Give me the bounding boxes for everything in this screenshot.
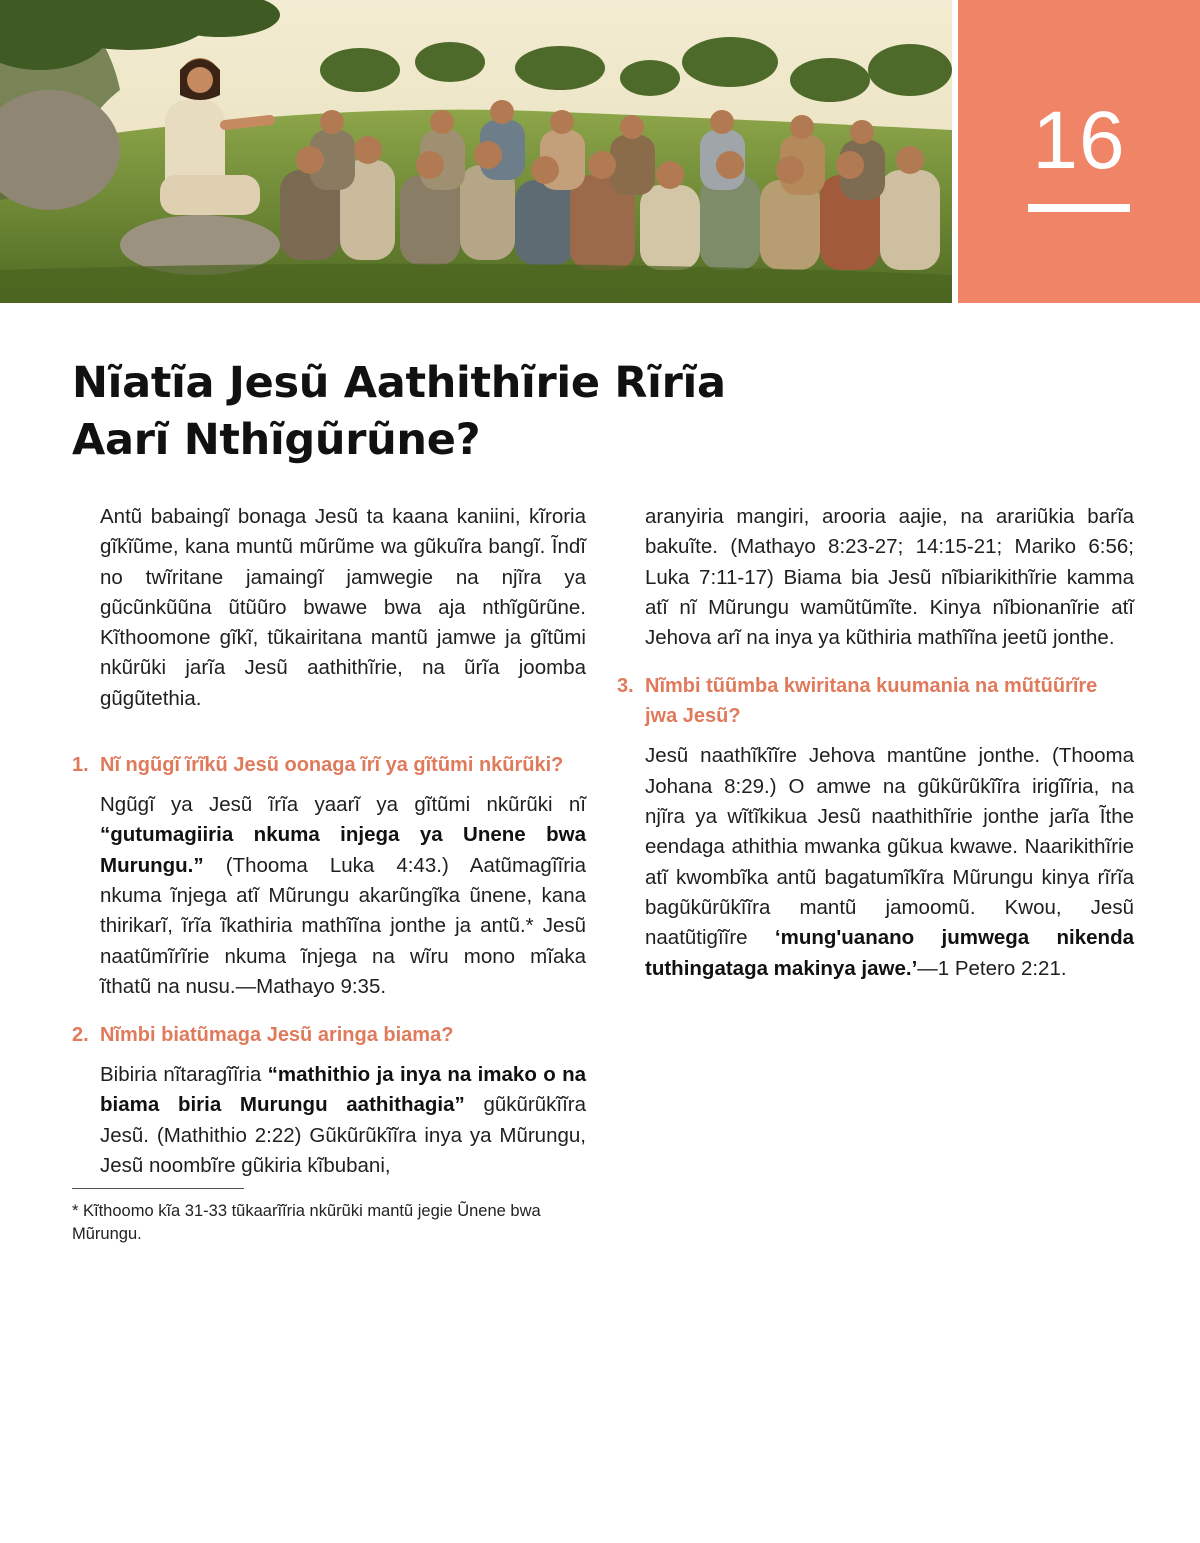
left-column xyxy=(72,502,586,1181)
question-3 xyxy=(617,671,1134,731)
hero-image xyxy=(0,0,952,303)
chapter-number: 16 xyxy=(1032,95,1126,186)
footnote-divider xyxy=(72,1188,244,1189)
section-2-paragraph: Bibiria nĩtaragĩĩria “mathithio ja inya na imako o na biama biria Murungu aathithagia” gũkũrũkĩĩra Jesũ. (Mathithio 2:22) Gũkũrũkĩĩra inya ya Mũrungu, Jesũ noombĩre gũkiria kĩbubani, xyxy=(100,1063,586,1178)
page-title xyxy=(72,355,872,469)
section-1-paragraph: Ngũgĩ ya Jesũ ĩrĩa yaarĩ ya gĩtũmi nkũrũki nĩ “gutumagiiria nkuma injega ya Unene bwa Murungu.” (Thooma Luka 4:43.) Aatũmagĩĩria nkuma ĩnjega atĩ Mũrungu akarũngĩka ũnene, kana thirikarĩ, ĩrĩa ĩkathiria mathĩĩna jonthe ja antũ.* Jesũ naatũmĩrĩrie nkuma ĩnjega na wĩru mono mĩaka ĩthatũ na nusu.—Mathayo 9:35. xyxy=(100,793,586,998)
footnote: * Kĩthoomo kĩa 31-33 tũkaarĩĩria nkũrũki mantũ jegie Ũnene bwa Mũrungu. xyxy=(72,1202,541,1243)
jesus-teaching-crowd-illustration xyxy=(0,0,952,303)
question-3-number: 3. xyxy=(617,675,634,698)
chapter-underline xyxy=(1028,204,1130,212)
question-1 xyxy=(72,750,586,780)
question-1-number: 1. xyxy=(72,754,89,777)
section-3-paragraph: Jesũ naathĩkĩĩre Jehova mantũne jonthe. (Thooma Johana 8:29.) O amwe na gũkũrũkĩĩra irigĩĩria, na njĩra ya wĩtĩkikua Jesũ naathithĩrie jonthe jarĩa Ĩthe eendaga athithia mwanka gũkua kwawe. Naarikithĩrie atĩ kwombĩka antũ bagatumĩkĩra Mũrungu kinya rĩrĩa bagũkũrũkĩĩra mantũ jamoomũ. Kwou, Jesũ naatũtigĩĩre ‘mung'uanano jumwega nikenda tuthingataga makinya jawe.’—1 Petero 2:21. xyxy=(645,744,1135,980)
question-2-text: Nĩmbi biatũmaga Jesũ aringa biama? xyxy=(100,1024,454,1047)
question-2-number: 2. xyxy=(72,1024,89,1047)
intro-paragraph: Antũ babaingĩ bonaga Jesũ ta kaana kaniini, kĩroria gĩkĩũme, kana muntũ mũrũme wa gũkuĩra bangĩ. Ĩndĩ no twĩritane jamaingĩ jamwegie na njĩra ya gũcũnkũũna ũtũũro bwawe bwa aja nthĩgũrũne. Kĩthoomone gĩkĩ, tũkairitana mantũ jamwe ja gĩtũmi nkũrũki jarĩa Jesũ aathithĩrie, na ũrĩa joomba gũgũtethia. xyxy=(100,505,586,710)
section-2-continued: aranyiria mangiri, arooria aajie, na arariũkia barĩa bakuĩte. (Mathayo 8:23-27; 14:15-21; Mariko 6:56; Luka 7:11-17) Biama bia Jesũ nĩbiarikithĩrie kamma atĩ nĩ Mũrungu wamũtũmĩte. Kinya nĩbionanĩrie atĩ Jehova arĩ na inya ya kũthiria mathĩĩna jeetũ jonthe. xyxy=(645,505,1134,650)
chapter-number-box xyxy=(958,0,1200,303)
title-line-2: Aarĩ Nthĩgũrũne? xyxy=(72,415,481,465)
question-2 xyxy=(72,1020,586,1050)
question-3-text: Nĩmbi tũũmba kwiritana kuumania na mũtũũrĩre jwa Jesũ? xyxy=(645,675,1098,728)
section-2-emphasis: “mathithio ja inya na imako o na biama biria Murungu aathithagia” xyxy=(100,1063,586,1117)
section-3-emphasis: ‘mung'uanano jumwega nikenda tuthingataga makinya jawe.’ xyxy=(645,926,1135,980)
section-1-emphasis: “gutumagiiria nkuma injega ya Unene bwa Murungu.” xyxy=(100,823,586,877)
question-1-text: Nĩ ngũgĩ ĩrĩkũ Jesũ oonaga ĩrĩ ya gĩtũmi nkũrũki? xyxy=(100,754,564,777)
right-column xyxy=(617,502,1135,984)
title-line-1: Nĩatĩa Jesũ Aathithĩrie Rĩrĩa xyxy=(72,358,726,408)
